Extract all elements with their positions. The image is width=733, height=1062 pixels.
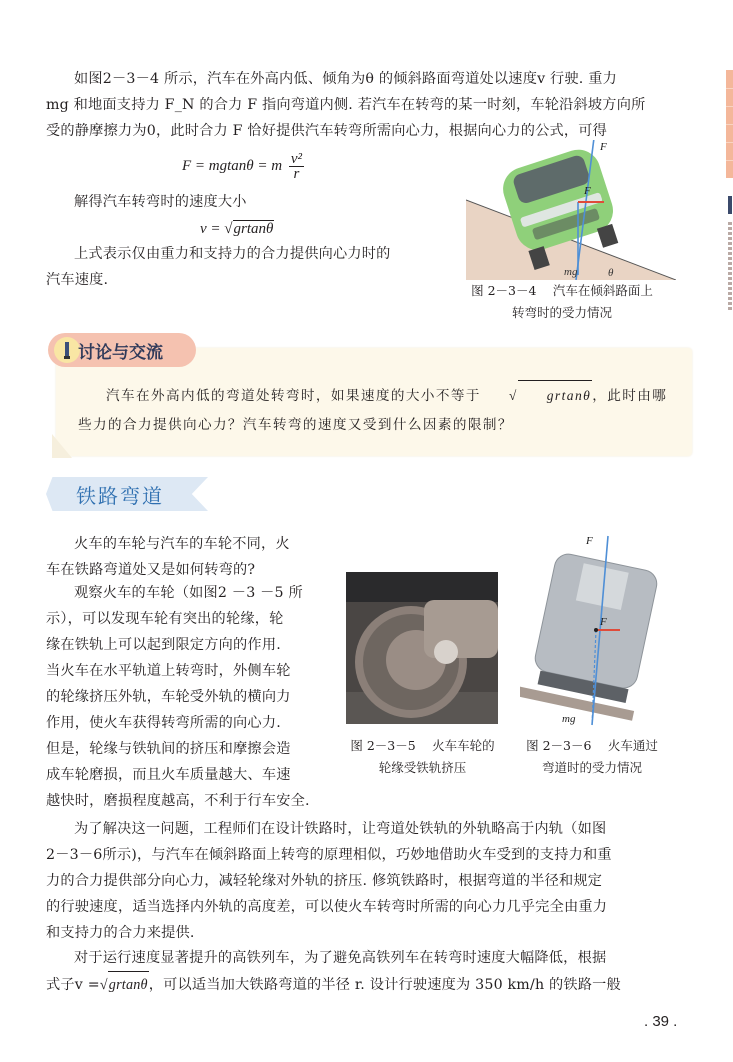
formula-centripetal: F = mgtanθ = m $\frac{\text{v²}}{r}$ (182, 151, 303, 182)
car-diagram-icon (466, 140, 676, 280)
caption-2-3-5: 图 2－3－5 火车车轮的 轮缘受铁轨挤压 (350, 738, 495, 775)
caption-2-3-4: 图 2－3－4 汽车在倾斜路面上 转弯时的受力情况 (471, 283, 653, 320)
discussion-title: 讨论与交流 (78, 343, 163, 363)
railway-paragraph-1: 火车的车轮与汽车的车轮不同，火 车在铁路弯道处又是如何转弯的? (46, 536, 290, 578)
intro-line-3: 受的静摩擦力为0，此时合力 F 恰好提供汽车转弯所需向心力，根据向心力的公式，可得 (46, 123, 608, 139)
caption-2-3-6: 图 2－3－6 火车通过 弯道时的受力情况 (526, 738, 658, 775)
svg-text:F: F (584, 185, 591, 197)
lightbulb-icon (54, 337, 80, 363)
chapter-side-tab (726, 70, 733, 178)
figure-train-wheel-photo (346, 572, 498, 724)
intro-line-2: mg 和地面支持力 F_N 的合力 F 指向弯道内侧. 若汽车在转弯的某一时刻，车轮沿斜坡方向所 (46, 97, 646, 113)
figure-train-on-curve (520, 530, 660, 730)
svg-text:F: F (600, 616, 607, 628)
page-number: . 39 . (644, 1013, 678, 1030)
railway-paragraph-4: 对于运行速度显著提升的高铁列车，为了避免高铁列车在转弯时速度大幅降低，根据 式子v =√grtanθ，可以适当加大铁路弯道的半径 r. 设计行驶速度为 350 km/h 的铁路一般 (46, 945, 686, 998)
train-diagram-icon (520, 530, 660, 730)
intro-line-1: 如图2－3－4 所示，汽车在外高内低、倾角为θ 的倾斜路面弯道处以速度v 行驶. 重力 (74, 71, 617, 87)
conclusion-paragraph: 上式表示仅由重力和支持力的合力提供向心力时的 汽车速度. (46, 246, 391, 288)
svg-text:F: F (600, 141, 607, 153)
svg-text:θ: θ (608, 267, 614, 279)
section-title: 铁路弯道 (76, 484, 164, 508)
svg-text:mg: mg (562, 713, 576, 725)
solve-text: 解得汽车转弯时的速度大小 (74, 194, 247, 210)
discussion-text: 汽车在外高内低的弯道处转弯时，如果速度的大小不等于 √ grtanθ，此时由哪 些力的合力提供向心力？汽车转弯的速度又受到什么因素的限制？ (78, 380, 678, 440)
train-wheel-icon (346, 572, 498, 724)
svg-text:F: F (586, 535, 593, 547)
chapter-side-label (727, 196, 733, 316)
formula-speed: v = √grtanθ (200, 221, 274, 237)
figure-car-on-slope (466, 140, 676, 280)
intro-paragraph (46, 66, 676, 144)
railway-paragraph-3: 为了解决这一问题，工程师们在设计铁路时，让弯道处铁轨的外轨略高于内轨（如图 2－3－6所示)，与汽车在倾斜路面上转弯的原理相似，巧妙地借助火车受到的支持力和重 力的合力提供部分向心力，减轻轮缘对外轨的挤压. 修筑铁路时，根据弯道的半径和规定 的行驶速度，适当选择内外轨的高度差，可以使火车转弯时所需的向心力几乎完全由重力 和支持力的合力来提供. (46, 821, 612, 941)
svg-text:mg: mg (564, 266, 578, 278)
railway-paragraph-2: 观察火车的车轮（如图2 －3 －5 所 示），可以发现车轮有突出的轮缘，轮 缘在铁轨上可以起到限定方向的作用. 当火车在水平轨道上转弯时，外侧车轮 的轮缘挤压外轨，车轮受外轨的横向力 作用，使火车获得转弯所需的向心力. 但是，轮缘与铁轨间的挤压和摩擦会造 成车轮磨损，而且火车质量越大、车速 越快时，磨损程度越高，不利于行车安全. (46, 585, 310, 809)
sqrt-symbol: √grtanθ (224, 221, 274, 237)
